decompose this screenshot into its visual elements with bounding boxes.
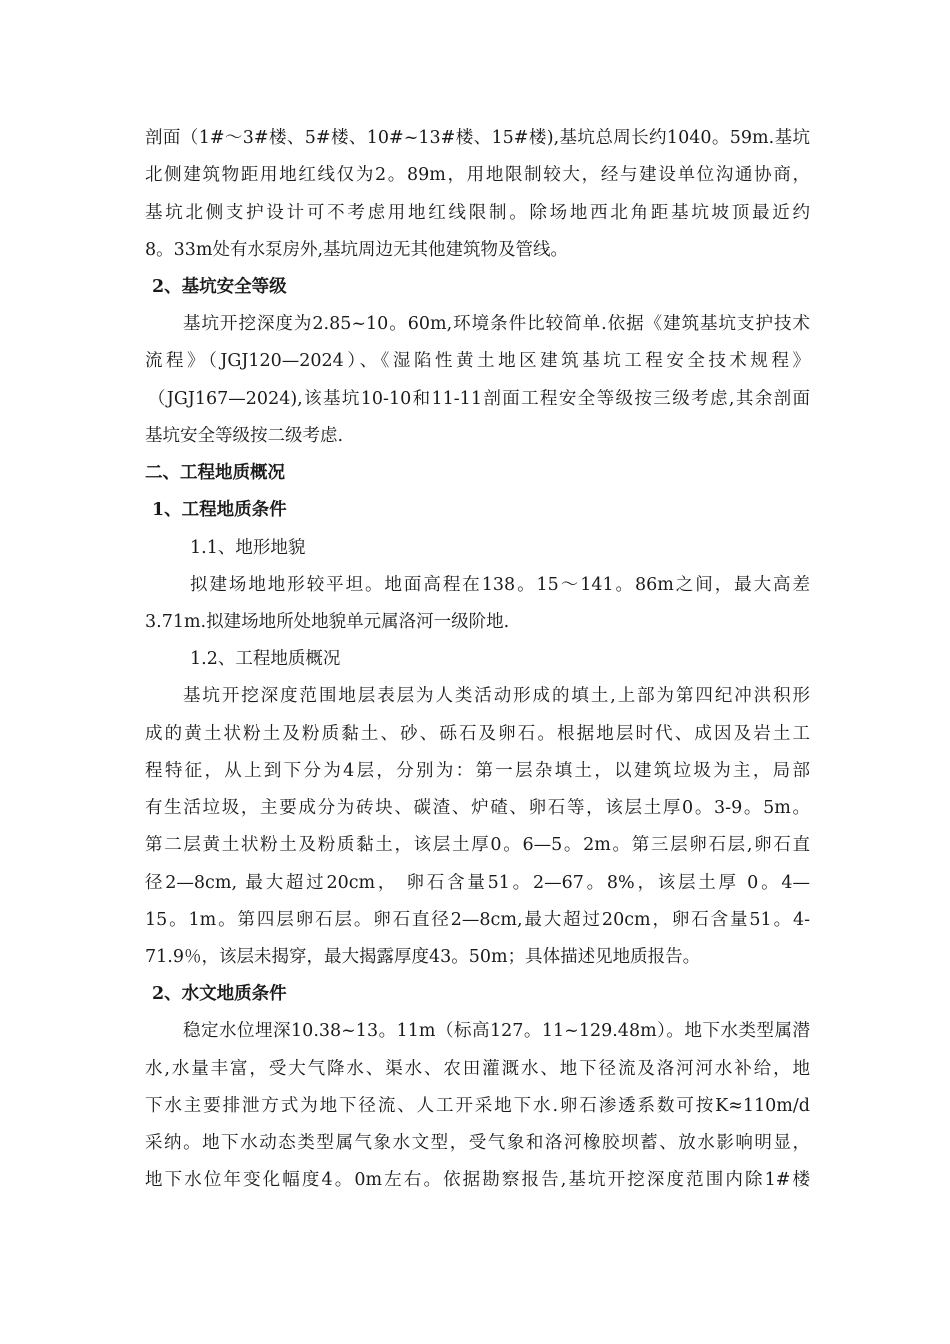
section-heading: 2、基坑安全等级 bbox=[152, 277, 287, 297]
paragraph-line: 3.71m.拟建场地所处地貌单元属洛河一级阶地. bbox=[145, 612, 510, 632]
paragraph-line: 北侧建筑物距用地红线仅为2。89m，用地限制较大，经与建设单位沟通协商， bbox=[145, 165, 810, 185]
section-heading: 2、水文地质条件 bbox=[152, 984, 287, 1004]
paragraph-line: 71.9％，该层未揭穿，最大揭露厚度43。50m；具体描述见地质报告。 bbox=[145, 947, 701, 967]
paragraph-line: 程特征，从上到下分为4层，分别为：第一层杂填土，以建筑垃圾为主，局部 bbox=[145, 761, 810, 781]
paragraph-line: 15。1m。第四层卵石层。卵石直径2—8cm,最大超过20cm，卵石含量51。4- bbox=[145, 910, 810, 930]
paragraph-line: 拟建场地地形较平坦。地面高程在138。15～141。86m之间，最大高差 bbox=[190, 575, 810, 595]
subsection-heading: 1.1、地形地貌 bbox=[190, 538, 306, 558]
paragraph-line: 第二层黄土状粉土及粉质黏土，该层土厚0。6—5。2m。第三层卵石层,卵石直 bbox=[145, 835, 810, 855]
paragraph-line: 基坑开挖深度范围地层表层为人类活动形成的填土,上部为第四纪冲洪积形 bbox=[183, 686, 810, 706]
chapter-heading: 二、工程地质概况 bbox=[145, 463, 285, 483]
paragraph-line: 稳定水位埋深10.38~13。11m（标高127。11~129.48m）。地下水类型属潜 bbox=[183, 1021, 810, 1041]
paragraph-line: 8。33m处有水泵房外,基坑周边无其他建筑物及管线。 bbox=[145, 240, 569, 260]
paragraph-line: 基坑安全等级按二级考虑. bbox=[145, 426, 344, 446]
paragraph-line: 径2—8cm, 最大超过20cm， 卵石含量51。2—67。8%，该层土厚 0。4— bbox=[145, 873, 810, 893]
paragraph-line: （JGJ167—2024),该基坑10-10和11-11剖面工程安全等级按三级考虑,其余剖面 bbox=[148, 389, 810, 409]
paragraph-line: 流程》（JGJ120—2024）、《湿陷性黄土地区建筑基坑工程安全技术规程》 bbox=[145, 351, 810, 371]
subsection-heading: 1.2、工程地质概况 bbox=[190, 649, 341, 669]
paragraph-line: 成的黄土状粉土及粉质黏土、砂、砾石及卵石。根据地层时代、成因及岩土工 bbox=[145, 724, 810, 744]
paragraph-line: 基坑开挖深度为2.85~10。60m,环境条件比较简单.依据《建筑基坑支护技术 bbox=[183, 314, 810, 334]
paragraph-line: 水,水量丰富，受大气降水、渠水、农田灌溉水、地下径流及洛河河水补给，地 bbox=[145, 1059, 810, 1079]
paragraph-line: 有生活垃圾，主要成分为砖块、碳渣、炉碴、卵石等，该层土厚0。3-9。5m。 bbox=[145, 798, 810, 818]
paragraph-line: 剖面（1#～3#楼、5#楼、10#~13#楼、15#楼),基坑总周长约1040。59m.基坑 bbox=[145, 128, 810, 148]
paragraph-line: 下水主要排泄方式为地下径流、人工开采地下水.卵石渗透系数可按K≈110m/d bbox=[145, 1096, 810, 1116]
paragraph-line: 地下水位年变化幅度4。0m左右。依据勘察报告,基坑开挖深度范围内除1#楼 bbox=[145, 1170, 810, 1190]
paragraph-line: 采纳。地下水动态类型属气象水文型，受气象和洛河橡胶坝蓄、放水影响明显， bbox=[145, 1133, 810, 1153]
paragraph-line: 基坑北侧支护设计可不考虑用地红线限制。除场地西北角距基坑坡顶最近约 bbox=[145, 203, 810, 223]
section-heading: 1、工程地质条件 bbox=[152, 500, 287, 520]
